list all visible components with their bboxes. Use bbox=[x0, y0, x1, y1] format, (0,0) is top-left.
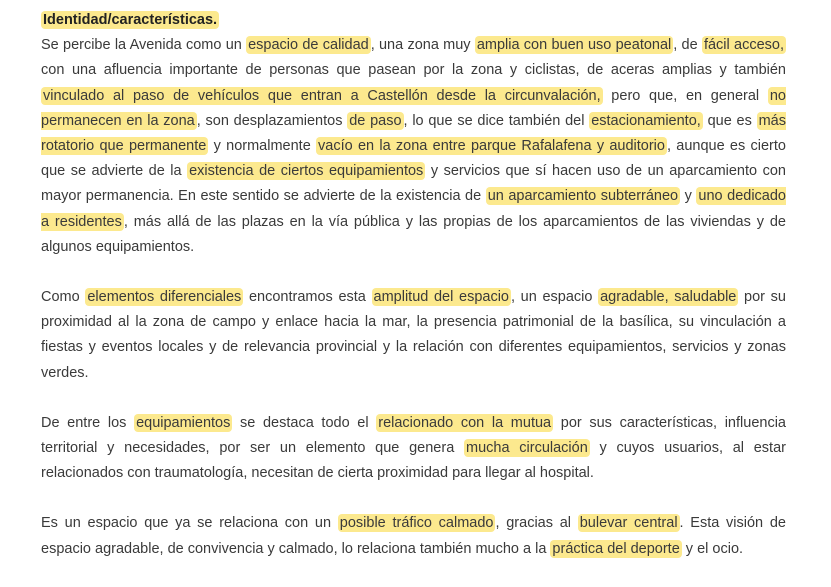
highlighted-phrase: agradable, saludable bbox=[600, 289, 737, 306]
section-title bbox=[41, 8, 786, 33]
text-run: Es un espacio que ya se relaciona con un bbox=[41, 515, 338, 532]
text-run: , son desplazamientos bbox=[196, 112, 348, 129]
highlighted-phrase: mucha circulación bbox=[466, 440, 588, 457]
text-run: . Esta visión de espacio agradable, de convivencia y calmado, lo relaciona también mucho a la bbox=[41, 515, 786, 557]
text-run: De entre los bbox=[41, 414, 135, 431]
text-run: y bbox=[680, 188, 697, 205]
text-run: , de bbox=[673, 37, 702, 54]
text-run: y el ocio. bbox=[681, 540, 744, 557]
highlighted-phrase: amplia con buen uso peatonal bbox=[476, 37, 672, 54]
text-run: , lo que se dice también del bbox=[403, 112, 590, 129]
highlighted-phrase: vinculado al paso de vehículos que entran a Castellón desde la circunvalación, bbox=[43, 87, 601, 104]
text-run: , una zona muy bbox=[370, 37, 475, 54]
highlighted-phrase: amplitud del espacio bbox=[373, 289, 509, 306]
text-run: encontramos esta bbox=[243, 289, 372, 306]
text-run: por su proximidad al la zona de campo y enlace hacia la mar, la presencia patrimonial de la basílica, su vinculación a fiestas y eventos locales y de relevancia provincial y la relación con diferentes equipamientos, servicios y zonas verdes. bbox=[41, 289, 786, 381]
paragraph bbox=[41, 285, 786, 386]
text-run: pero que, en general bbox=[602, 87, 768, 104]
highlighted-phrase: uno dedicado a residentes bbox=[41, 188, 786, 230]
highlighted-phrase: más rotatorio que permanente bbox=[41, 112, 786, 155]
document-body bbox=[41, 8, 786, 587]
highlighted-phrase: vacío en la zona entre parque Rafalafena y auditorio bbox=[318, 138, 665, 155]
paragraphs-container bbox=[41, 33, 786, 562]
text-run: y servicios que sí hacen uso de un aparcamiento con mayor permanencia. En este sentido se advierte de la existencia de bbox=[41, 163, 786, 205]
text-run: con una afluencia importante de personas que pasean por la zona y ciclistas, de aceras amplias y también bbox=[41, 62, 786, 79]
highlighted-phrase: existencia de ciertos equipamientos bbox=[189, 163, 424, 180]
highlighted-phrase: práctica del deporte bbox=[552, 540, 680, 557]
text-run: , más allá de las plazas en la vía pública y las propias de los aparcamientos de las viviendas y de algunos equipamientos. bbox=[41, 213, 786, 255]
text-run: y normalmente bbox=[208, 138, 317, 155]
paragraph bbox=[41, 511, 786, 561]
title-highlight: Identidad/características. bbox=[43, 12, 218, 28]
text-run: y cuyos usuarios, al estar relacionados con traumatología, necesitan de cierta proximidad para llegar al hospital. bbox=[41, 440, 786, 482]
paragraph bbox=[41, 411, 786, 487]
highlighted-phrase: posible tráfico calmado bbox=[339, 515, 494, 532]
text-run: se destaca todo el bbox=[232, 414, 377, 431]
text-run: que es bbox=[702, 112, 757, 129]
highlighted-phrase: relacionado con la mutua bbox=[378, 414, 552, 431]
text-run: , aunque es cierto que se advierte de la bbox=[41, 138, 786, 180]
highlighted-phrase: un aparcamiento subterráneo bbox=[487, 188, 679, 205]
highlighted-phrase: de paso bbox=[349, 112, 402, 129]
highlighted-phrase: equipamientos bbox=[136, 414, 231, 431]
highlighted-phrase: no permanecen en la zona bbox=[41, 87, 786, 129]
highlighted-phrase: estacionamiento, bbox=[591, 112, 701, 129]
paragraph bbox=[41, 33, 786, 260]
text-run: Como bbox=[41, 289, 86, 306]
text-run: por sus características, influencia territorial y necesidades, por ser un elemento que genera bbox=[41, 414, 786, 457]
highlighted-phrase: espacio de calidad bbox=[248, 37, 369, 54]
highlighted-phrase: elementos diferenciales bbox=[87, 289, 242, 306]
text-run: Se percibe la Avenida como un bbox=[41, 37, 247, 54]
text-run: , un espacio bbox=[510, 289, 599, 306]
text-run: , gracias al bbox=[495, 515, 578, 532]
highlighted-phrase: bulevar central bbox=[579, 515, 678, 532]
highlighted-phrase: fácil acceso, bbox=[703, 37, 784, 54]
